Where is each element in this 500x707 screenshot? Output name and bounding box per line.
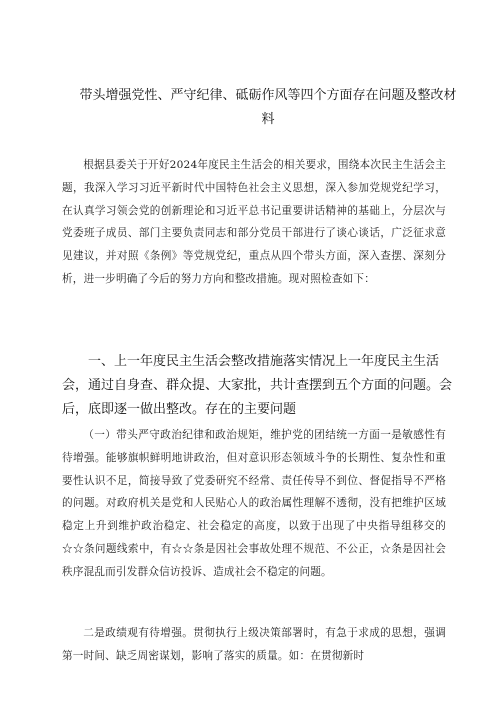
intro-paragraph: 根据县委关于开好2024年度民主生活会的相关要求，围绕本次民主生活会主题，我深入学习习近平新时代中国特色社会主义思想，深入参加党规党纪学习，在认真学习领会党的创新理论和习近平总书记重要讲话精神的基础上，分层次与党委班子成员、部门主要负责同志和部分党员干部进行了谈心谈话，广泛征求意见建议，并对照《条例》等党规党纪，重点从四个带头方面，深入查摆、深刻分析，进一步明确了今后的努力方向和整改措施。现对照检查如下： [62, 159, 446, 285]
paragraph-political-discipline: （一）带头严守政治纪律和政治规矩，维护党的团结统一方面一是敏感性有待增强。能够旗帜鲜明地讲政治，但对意识形态领域斗争的长期性、复杂性和重要性认识不足，简接导致了党委研究不经常、责任传导不到位、督促指导不严格的问题。对政府机关是党和人民贴心人的政治属性理解不透彻，没有把维护区域稳定上升到维护政治稳定、社会稳定的高度，以致于出现了中央指导组移交的☆☆条问题线索中，有☆☆条是因社会事故处理不规范、不公正，☆条是因社会秩序混乱而引发群众信访投诉、造成社会不稳定的问题。 [62, 429, 446, 578]
section-heading-1: 一、上一年度民主生活会整改措施落实情况上一年度民主生活会，通过自身查、群众提、大家批，共计查摆到五个方面的问题。会后，底即逐一做出整改。存在的主要问题 [62, 354, 453, 417]
paragraph-performance-view: 二是政绩观有待增强。贯彻执行上级决策部署时，有急于求成的思想，强调第一时间、缺乏周密谋划，影响了落实的质量。如：在贯彻新时 [62, 627, 446, 662]
document-title: 带头增强党性、严守纪律、砥砺作风等四个方面存在问题及整改材料 [79, 88, 457, 127]
